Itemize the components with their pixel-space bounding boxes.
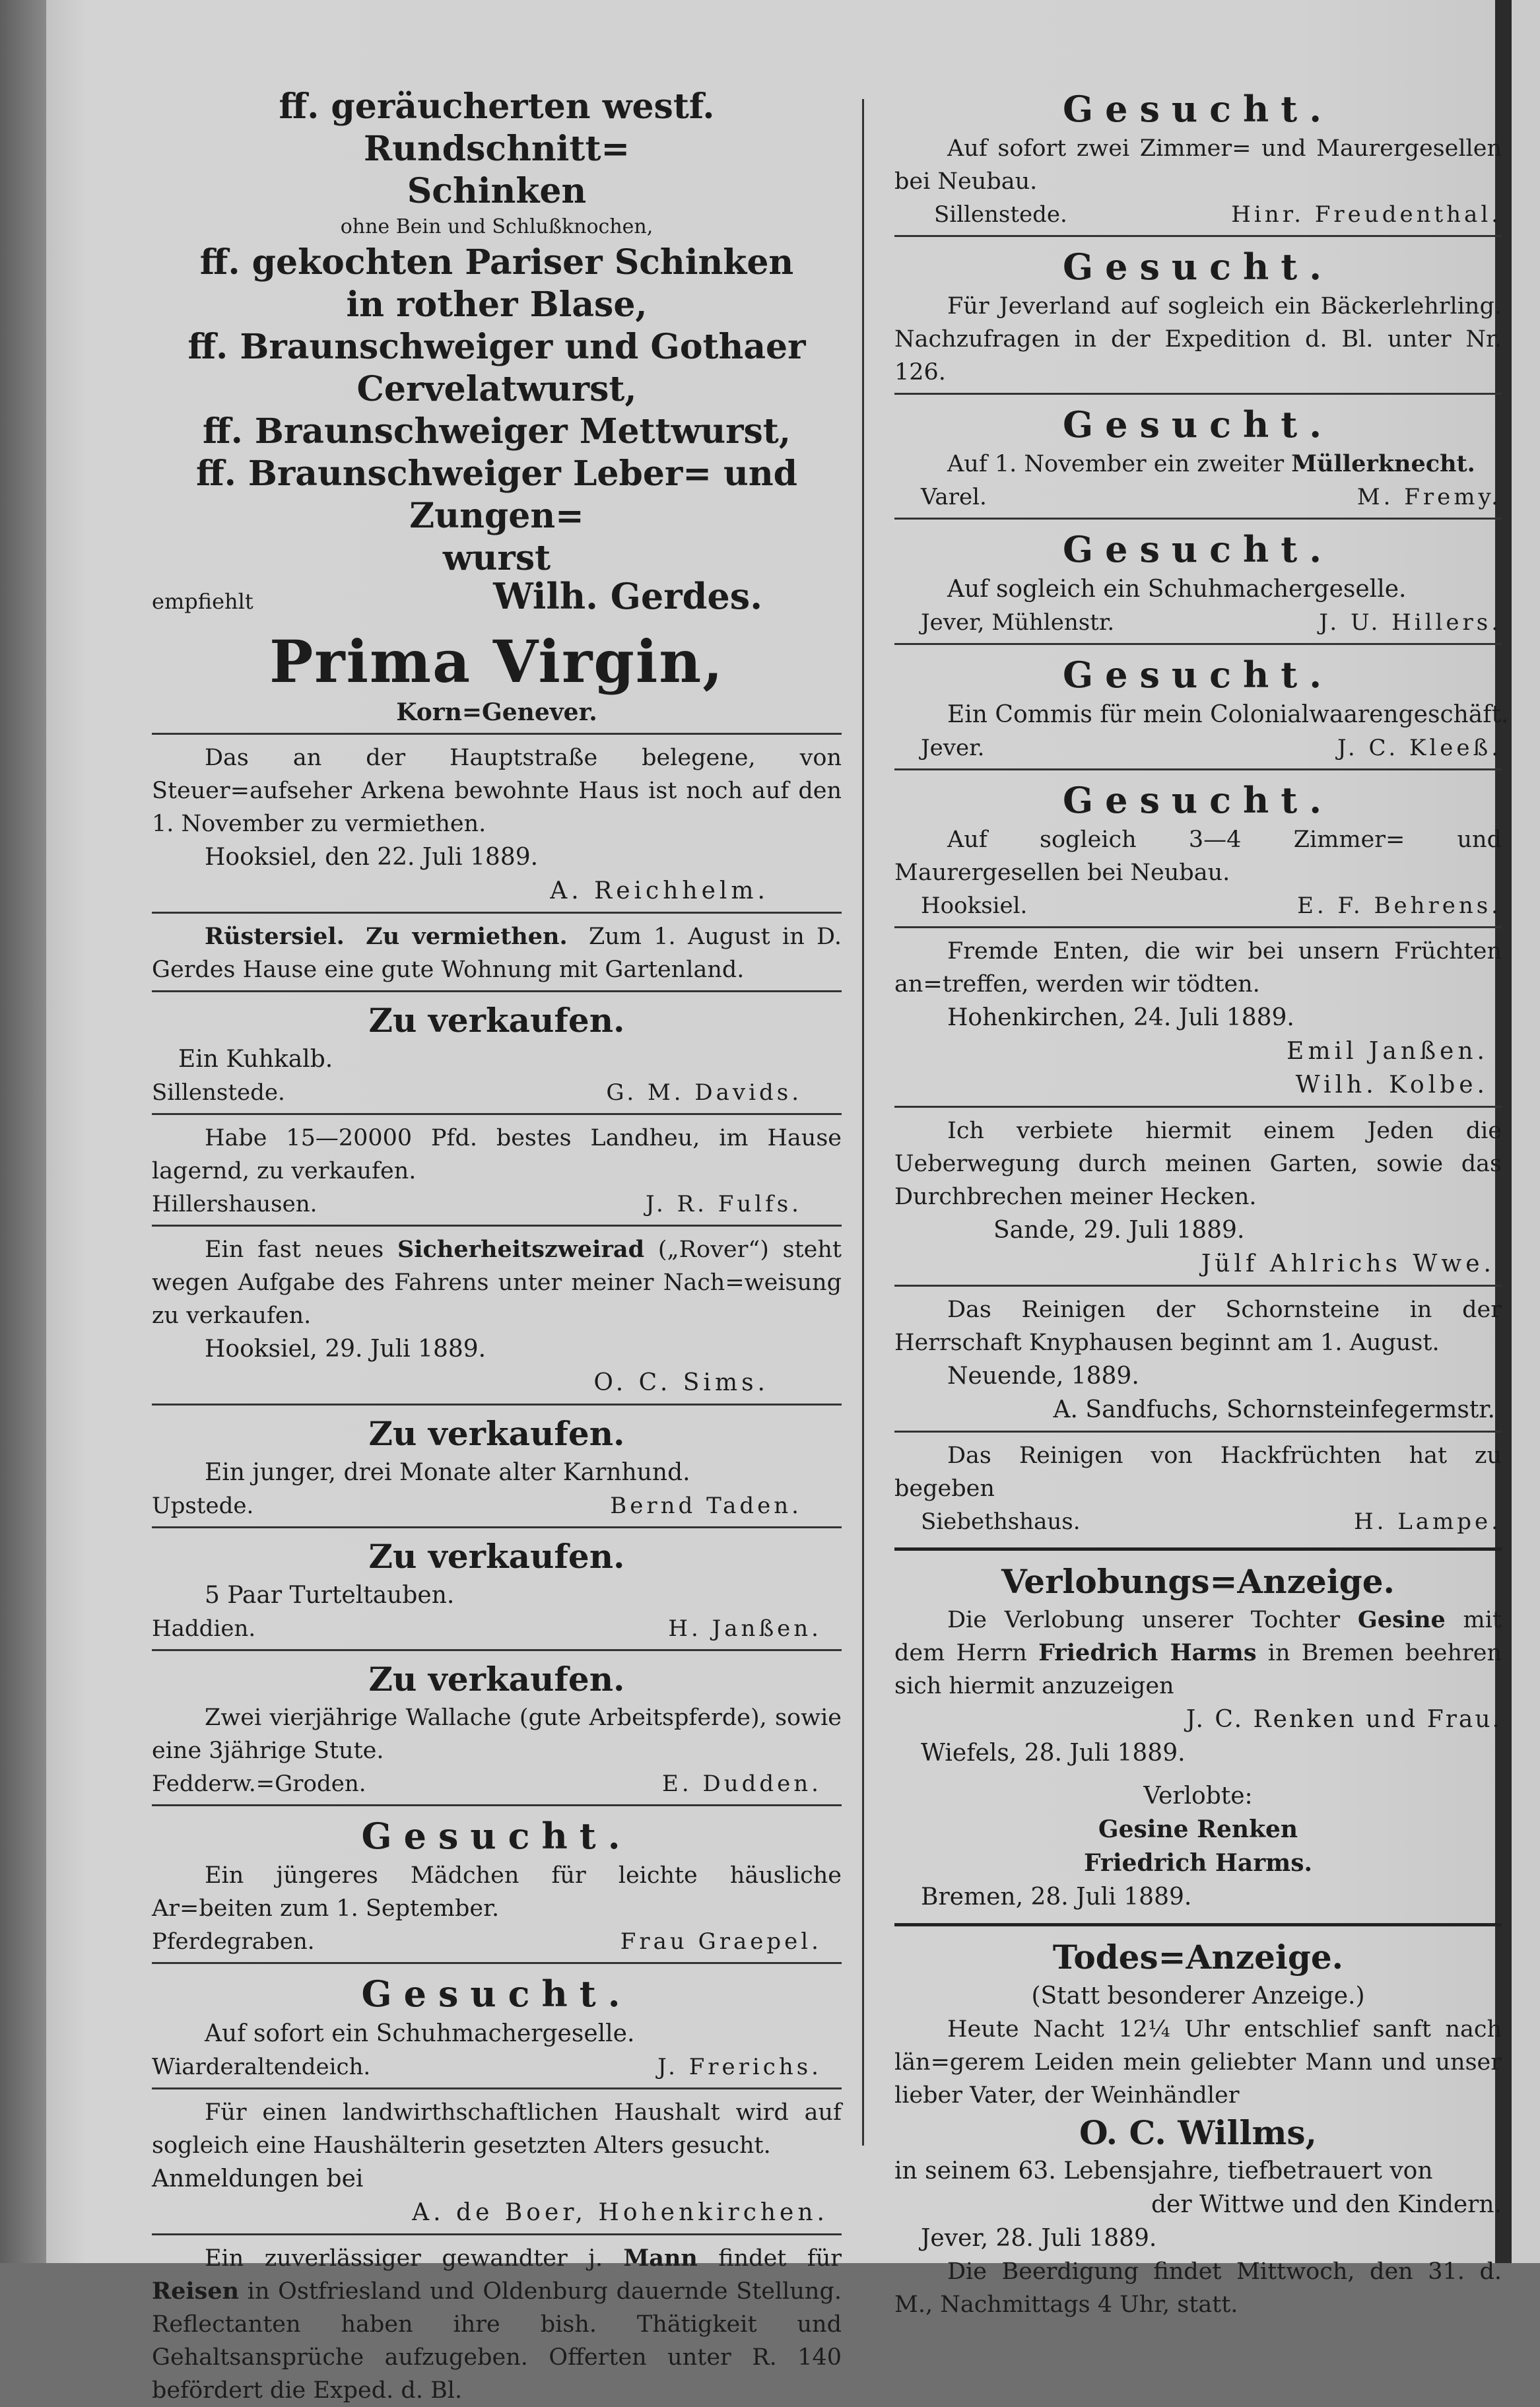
- ad-text: Das an der Hauptstraße belegene, von Steuer=aufseher Arkena bewohnte Haus ist noch auf den 1. November zu vermiethen.: [152, 745, 842, 837]
- ad-prima-virgin: [152, 627, 842, 729]
- ad-text: Das Reinigen der Schornsteine in der Herrschaft Knyphausen beginnt am 1. August.: [894, 1297, 1502, 1356]
- ad-place: Jever.: [921, 735, 985, 761]
- ad-title: Zu verkaufen.: [368, 1001, 625, 1040]
- ad-house-rent: [152, 741, 842, 908]
- ad-text: Habe 15—20000 Pfd. bestes Landheu, im Hause lagernd, zu verkaufen.: [152, 1125, 842, 1184]
- ad-signer: A. Sandfuchs, Schornsteinfegermstr.: [1053, 1396, 1495, 1423]
- ad-signer: A. Reichhelm.: [550, 877, 769, 904]
- ad-place-date: Hooksiel, 29. Juli 1889.: [205, 1336, 486, 1363]
- ad-line: ff. Braunschweiger und Gothaer: [187, 327, 806, 367]
- ad-place: Hooksiel.: [921, 893, 1028, 919]
- ad-text: mit dem Herrn: [894, 1607, 1502, 1666]
- ad-title: Todes=Anzeige.: [1052, 1938, 1344, 1977]
- ad-place: Pferdegraben.: [152, 1928, 315, 1955]
- ad-signer: H. Janßen.: [668, 1615, 822, 1642]
- ad-maurergesellen: [894, 777, 1502, 922]
- recommend-text: empfiehlt: [152, 589, 253, 614]
- ad-text: Das Reinigen von Hackfrüchten hat zu begeben: [894, 1442, 1502, 1502]
- ad-text: 5 Paar Turteltauben.: [205, 1582, 455, 1609]
- ad-place: Jever, Mühlenstr.: [921, 609, 1115, 636]
- ad-text: Ein jüngeres Mädchen für leichte häusliche Ar=beiten zum 1. September.: [152, 1862, 842, 1922]
- ad-text: Die Beerdigung findet Mittwoch, den 31. d. M., Nachmittags 4 Uhr, statt.: [894, 2258, 1502, 2318]
- ad-signer: E. F. Behrens.: [1297, 893, 1502, 919]
- ad-subtitle: (Statt besonderer Anzeige.): [1031, 1983, 1365, 2010]
- ad-todesanzeige: [894, 1936, 1502, 2321]
- ad-ruestersiel: [152, 920, 842, 986]
- ad-signer: A. de Boer, Hohenkirchen.: [412, 2199, 828, 2226]
- ad-text: Ein fast neues: [205, 1237, 384, 1263]
- engaged-label: Verlobte:: [1143, 1782, 1253, 1810]
- ad-text: Auf sogleich ein Schuhmachergeselle.: [947, 576, 1407, 603]
- ad-verlobung: [894, 1560, 1502, 1914]
- ad-place: Haddien.: [152, 1615, 256, 1642]
- ad-text: Ein junger, drei Monate alter Karnhund.: [205, 1459, 690, 1486]
- ad-hackfruechte: [894, 1439, 1502, 1538]
- ad-commis: [894, 652, 1509, 764]
- ad-title: Zu verkaufen.: [368, 1537, 625, 1576]
- ad-text: Ein Commis für mein Colonialwaarengeschäft.: [947, 701, 1509, 728]
- ad-title: Zu verkaufen.: [368, 1414, 625, 1453]
- ad-muellerknecht: [894, 401, 1502, 514]
- ad-enten: [894, 935, 1502, 1102]
- ad-place: Wiarderaltendeich.: [152, 2054, 371, 2080]
- ad-title: Gesucht.: [1062, 528, 1334, 570]
- column-divider: [862, 99, 864, 2146]
- ad-title: Gesucht.: [1062, 779, 1334, 821]
- ad-schornsteine: [894, 1293, 1502, 1427]
- ad-signer: O. C. Sims.: [593, 1369, 769, 1396]
- ad-subtitle: Korn=Genever.: [396, 698, 597, 726]
- ad-signer: J. C. Renken und Frau.: [1186, 1706, 1502, 1733]
- ad-signer: Frau Graepel.: [620, 1928, 822, 1955]
- ad-line: wurst: [442, 538, 551, 578]
- ad-text: Die Verlobung unserer Tochter: [947, 1607, 1341, 1633]
- ad-signer: Emil Janßen.: [1287, 1038, 1489, 1065]
- left-column: [152, 86, 842, 2407]
- ad-line: ff. gekochten Pariser Schinken: [199, 242, 794, 283]
- ad-place-date: Wiefels, 28. Juli 1889.: [921, 1740, 1186, 1767]
- ad-baeckerlehrling: [894, 244, 1502, 389]
- ad-text: Heute Nacht 12¼ Uhr entschlief sanft nach län=gerem Leiden mein geliebter Mann und unser lieber Vater, der Weinhändler: [894, 2016, 1502, 2109]
- ad-karnhund: [152, 1412, 842, 1522]
- ad-signer: Hinr. Freudenthal.: [1231, 201, 1502, 228]
- ad-place: Sillenstede.: [152, 1079, 285, 1106]
- ad-title: Gesucht.: [1062, 654, 1334, 696]
- right-column: [894, 86, 1509, 2321]
- ad-text-bold: Reisen: [152, 2278, 240, 2305]
- ad-signer: Bernd Taden.: [610, 1493, 802, 1519]
- ad-place-date: Sande, 29. Juli 1889.: [993, 1217, 1245, 1244]
- ad-kuhkalb: [152, 999, 842, 1109]
- ad-signer: M. Fremy.: [1356, 484, 1502, 510]
- ad-text: Anmeldungen bei: [152, 2165, 364, 2192]
- ad-schuhmacher-jever: [894, 526, 1502, 639]
- ad-headline: Prima Virgin,: [269, 627, 724, 696]
- ad-text: in seinem 63. Lebensjahre, tiefbetrauert von: [894, 2157, 1433, 2185]
- ad-text-bold: Gesine: [1357, 1606, 1446, 1633]
- ad-line: ff. geräucherten westf. Rundschnitt=: [279, 86, 715, 169]
- ad-signer: E. Dudden.: [662, 1771, 822, 1797]
- ad-place: Upstede.: [152, 1493, 254, 1519]
- ad-schuhmacher: [152, 1971, 842, 2084]
- ad-turteltauben: [152, 1535, 842, 1645]
- engaged-name: Gesine Renken: [1098, 1815, 1298, 1843]
- ad-signer: Jülf Ahlrichs Wwe.: [1201, 1250, 1495, 1277]
- ad-title: Gesucht.: [1062, 88, 1334, 130]
- ad-signer: J. R. Fulfs.: [645, 1191, 802, 1217]
- ad-place-date: Neuende, 1889.: [947, 1363, 1139, 1390]
- ad-title: Zu verkaufen.: [368, 1660, 625, 1699]
- ad-text: Ein Kuhkalb.: [178, 1046, 333, 1073]
- ad-line: ohne Bein und Schlußknochen,: [340, 215, 653, 238]
- ad-line: ff. Braunschweiger Leber= und Zungen=: [196, 454, 797, 536]
- ad-text: Für Jeverland auf sogleich ein Bäckerlehrling. Nachzufragen in der Expedition d. Bl. unter Nr. 126.: [894, 293, 1502, 386]
- ad-text: Zum 1. August in D. Gerdes Hause eine gute Wohnung mit Gartenland.: [152, 924, 842, 983]
- ad-place: Varel.: [921, 484, 987, 510]
- ad-text-bold: Sicherheitszweirad: [397, 1236, 645, 1263]
- ad-text: Auf 1. November ein zweiter: [947, 451, 1285, 477]
- adjacent-page-strip: [1512, 0, 1540, 2263]
- engaged-name: Friedrich Harms.: [1083, 1849, 1313, 1877]
- ad-text-bold: Friedrich Harms: [1038, 1639, 1257, 1666]
- ad-text: findet für: [718, 2245, 842, 2272]
- ad-title: Gesucht.: [361, 1815, 632, 1857]
- ad-haushaelterin: [152, 2096, 842, 2229]
- ad-line: ff. Braunschweiger Mettwurst,: [203, 411, 791, 452]
- ad-gerdes: [152, 86, 842, 618]
- ad-place-date: Jever, 28. Juli 1889.: [921, 2225, 1157, 2252]
- ad-signer: G. M. Davids.: [606, 1079, 802, 1106]
- ad-text-bold: Mann: [623, 2245, 698, 2272]
- deceased-name: O. C. Willms,: [1079, 2113, 1317, 2152]
- ad-text: in Bremen beehren sich hiermit anzuzeigen: [894, 1640, 1502, 1699]
- ad-place-date: Bremen, 28. Juli 1889.: [921, 1883, 1192, 1911]
- scan-left-shadow: [0, 0, 46, 2263]
- ad-text: („Rover“) steht wegen Aufgabe des Fahrens unter meiner Nach=weisung zu verkaufen.: [152, 1237, 842, 1329]
- ad-wallache: [152, 1658, 842, 1800]
- ad-place: Fedderw.=Groden.: [152, 1771, 366, 1797]
- ad-line: Schinken: [407, 171, 587, 211]
- ad-lead2: Zu vermiethen.: [366, 923, 568, 950]
- ad-zimmergesellen: [894, 86, 1502, 231]
- ad-zweirad: [152, 1233, 842, 1400]
- ad-text: Auf sofort zwei Zimmer= und Maurergesellen bei Neubau.: [894, 135, 1502, 195]
- ad-place: Siebethshaus.: [921, 1509, 1081, 1535]
- ad-text: Für einen landwirthschaftlichen Haushalt wird auf sogleich eine Haushälterin gesetzten Alters gesucht.: [152, 2099, 842, 2159]
- ad-signer: Wilh. Kolbe.: [1295, 1071, 1489, 1099]
- ad-title: Gesucht.: [1062, 403, 1334, 446]
- ad-place: Hillershausen.: [152, 1191, 318, 1217]
- ad-signer: Wilh. Gerdes.: [493, 575, 762, 617]
- ad-signer: J. Frerichs.: [657, 2054, 822, 2080]
- ad-title: Verlobungs=Anzeige.: [1001, 1562, 1395, 1601]
- ad-text: in Ostfriesland und Oldenburg dauernde Stellung. Reflectanten haben ihre bish. Thätigkeit und Gehaltsansprüche aufzugeben. Offerten unter R. 140 befördert die Exped. d. Bl.: [152, 2278, 842, 2404]
- ad-text: Ein zuverlässiger gewandter j.: [205, 2245, 603, 2272]
- ad-place: Sillenstede.: [934, 201, 1067, 228]
- ad-text: Ich verbiete hiermit einem Jeden die Ueberwegung durch meinen Garten, sowie das Durchbrechen meiner Hecken.: [894, 1118, 1502, 1210]
- ad-signer: J. C. Kleeß.: [1337, 735, 1502, 761]
- ad-title: Gesucht.: [361, 1973, 632, 2015]
- ad-line: Cervelatwurst,: [356, 369, 637, 409]
- ad-text: Auf sofort ein Schuhmachergeselle.: [205, 2020, 635, 2047]
- ad-line: in rother Blase,: [346, 285, 648, 325]
- ad-place-date: Hohenkirchen, 24. Juli 1889.: [947, 1004, 1294, 1031]
- ad-text: der Wittwe und den Kindern.: [1151, 2191, 1502, 2218]
- ad-lead: Rüstersiel.: [205, 923, 345, 950]
- ad-place-date: Hooksiel, den 22. Juli 1889.: [205, 844, 539, 871]
- ad-text-bold: Müllerknecht.: [1291, 450, 1475, 477]
- ad-text: Fremde Enten, die wir bei unsern Früchten an=treffen, werden wir tödten.: [894, 938, 1502, 998]
- ad-text: Auf sogleich 3—4 Zimmer= und Maurergesellen bei Neubau.: [894, 827, 1502, 886]
- ad-reisen: [152, 2242, 842, 2407]
- ad-landheu: [152, 1122, 842, 1221]
- ad-garten: [894, 1114, 1502, 1281]
- ad-maedchen: [152, 1813, 842, 1958]
- ad-signer: H. Lampe.: [1353, 1509, 1502, 1535]
- ad-text: Zwei vierjährige Wallache (gute Arbeitspferde), sowie eine 3jährige Stute.: [152, 1705, 842, 1764]
- ad-signer: J. U. Hillers.: [1319, 609, 1502, 636]
- ad-title: Gesucht.: [1062, 246, 1334, 288]
